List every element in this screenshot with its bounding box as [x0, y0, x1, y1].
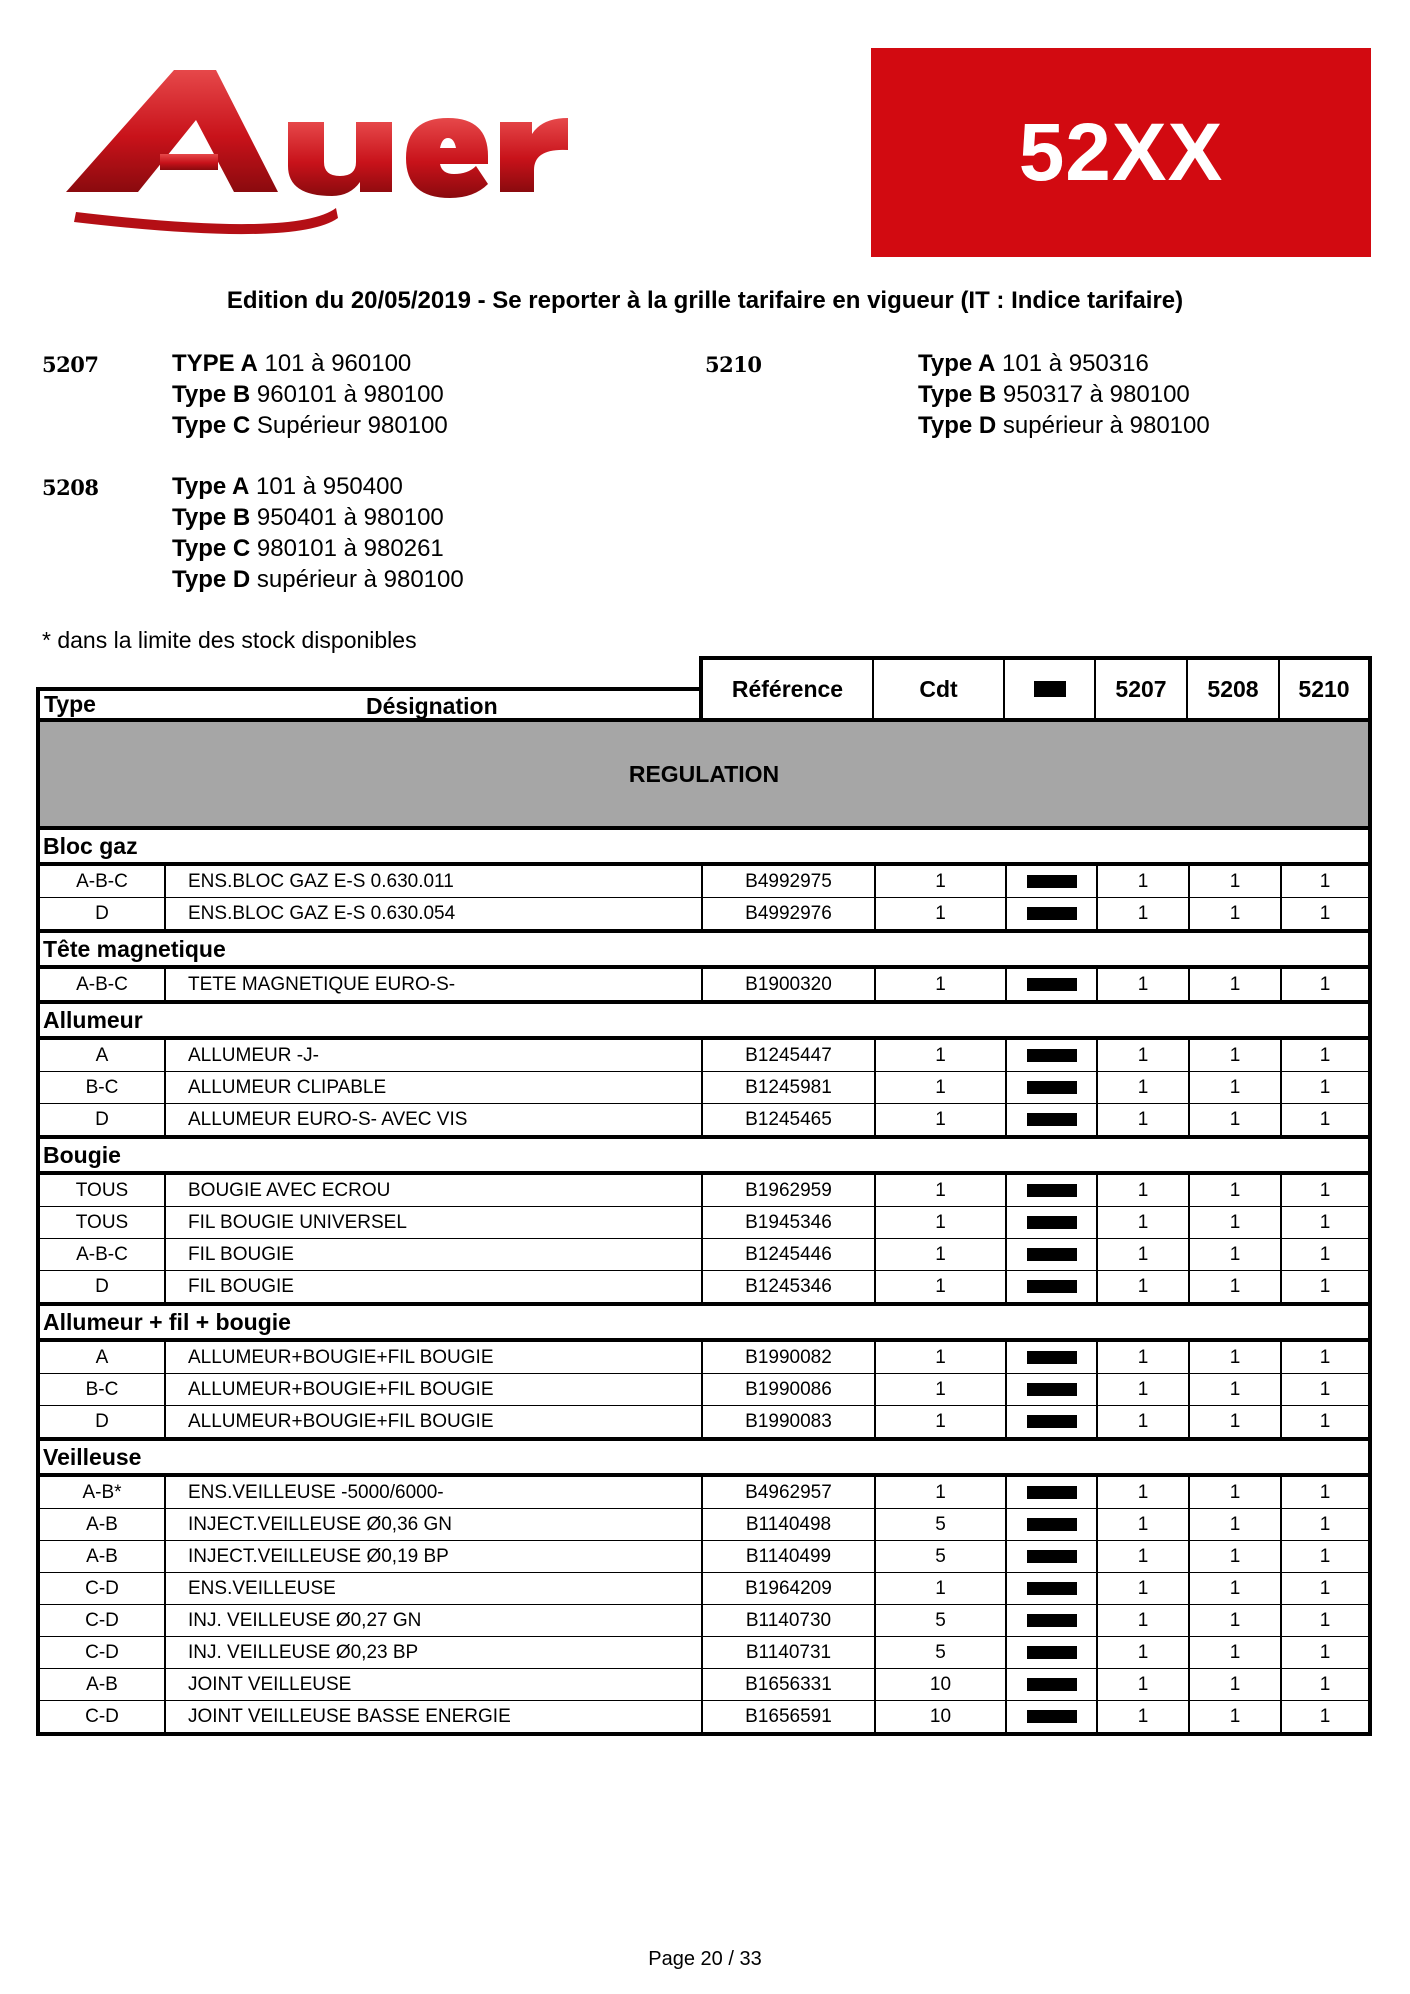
table-row	[40, 1207, 1368, 1239]
cell-model-5210: 1	[1319, 1108, 1331, 1130]
cell-model-5210: 1	[1319, 1609, 1331, 1631]
cell-model-5207: 1	[1098, 1374, 1190, 1405]
cell-cdt: 10	[876, 1669, 1007, 1700]
cell-cdt: 1	[876, 1477, 1007, 1508]
cell-price-indicator	[1007, 1701, 1098, 1732]
category-header: Allumeur	[40, 1004, 1368, 1040]
cell-model-5210: 1	[1319, 1705, 1331, 1727]
cell-type: D	[40, 1271, 166, 1302]
cell-model-5207: 1	[1098, 1509, 1190, 1540]
category-header: Tête magnetique	[40, 933, 1368, 969]
cell-model-5207: 1	[1098, 866, 1190, 897]
cell-reference: B1140499	[703, 1541, 876, 1572]
cell-type: A-B-C	[40, 866, 166, 897]
type-line: Type A 101 à 950400	[172, 473, 403, 500]
header-type: Type	[44, 691, 96, 717]
table-row	[40, 1175, 1368, 1207]
cell-model-5208: 1	[1190, 969, 1282, 1000]
header-model-5208: 5208	[1188, 660, 1280, 718]
cell-type: A-B	[40, 1541, 166, 1572]
edition-line: Edition du 20/05/2019 - Se reporter à la grille tarifaire en vigueur (IT : Indice tarifaire)	[226, 287, 1184, 314]
type-line: Type C Supérieur 980100	[172, 412, 448, 439]
header-model-5207: 5207	[1096, 660, 1188, 718]
cell-model-5210: 1	[1319, 902, 1331, 924]
model-banner	[871, 48, 1371, 257]
type-line: Type D supérieur à 980100	[918, 412, 1210, 439]
cell-type: D	[40, 898, 166, 929]
cell-type: B-C	[40, 1072, 166, 1103]
cell-type: A	[40, 1040, 166, 1071]
cell-cdt: 1	[876, 1104, 1007, 1135]
cell-model-5207: 1	[1098, 1239, 1190, 1270]
cell-model-5210: 1	[1319, 1410, 1331, 1432]
type-line: Type A 101 à 950316	[918, 350, 1149, 377]
cell-price-indicator	[1007, 1342, 1098, 1373]
table-header	[36, 656, 1372, 722]
cell-cdt: 1	[876, 969, 1007, 1000]
cell-designation: JOINT VEILLEUSE	[166, 1669, 703, 1700]
cell-model-5207: 1	[1098, 1207, 1190, 1238]
cell-price-indicator	[1007, 1175, 1098, 1206]
price-block-icon	[1027, 1216, 1077, 1229]
cell-price-indicator	[1007, 1669, 1098, 1700]
header-left	[36, 687, 703, 722]
price-block-icon	[1027, 1518, 1077, 1531]
header-cdt: Cdt	[874, 660, 1005, 718]
cell-cdt: 1	[876, 866, 1007, 897]
cell-type: C-D	[40, 1573, 166, 1604]
cell-model-5207: 1	[1098, 1669, 1190, 1700]
cell-model-5208: 1	[1190, 1637, 1282, 1668]
cell-model-5208: 1	[1190, 1175, 1282, 1206]
table-row	[40, 898, 1368, 933]
cell-model-5208: 1	[1190, 1342, 1282, 1373]
price-block-icon	[1027, 875, 1077, 888]
cell-cdt: 1	[876, 1072, 1007, 1103]
table-row	[40, 1342, 1368, 1374]
cell-designation: INJ. VEILLEUSE Ø0,23 BP	[166, 1637, 703, 1668]
price-block-icon	[1027, 1280, 1077, 1293]
cell-type: A-B*	[40, 1477, 166, 1508]
cell-reference: B1964209	[703, 1573, 876, 1604]
table-row	[40, 1637, 1368, 1669]
price-block-icon	[1027, 1710, 1077, 1723]
price-block-icon	[1027, 1049, 1077, 1062]
cell-model-5210: 1	[1319, 1673, 1331, 1695]
cell-cdt: 5	[876, 1637, 1007, 1668]
cell-price-indicator	[1007, 1541, 1098, 1572]
cell-designation: INJ. VEILLEUSE Ø0,27 GN	[166, 1605, 703, 1636]
table-row	[40, 1701, 1368, 1732]
cell-designation: ENS.BLOC GAZ E-S 0.630.054	[166, 898, 703, 929]
cell-cdt: 1	[876, 1175, 1007, 1206]
cell-reference: B1245446	[703, 1239, 876, 1270]
cell-reference: B1945346	[703, 1207, 876, 1238]
cell-cdt: 5	[876, 1541, 1007, 1572]
cell-designation: ALLUMEUR+BOUGIE+FIL BOUGIE	[166, 1406, 703, 1437]
cell-designation: TETE MAGNETIQUE EURO-S-	[166, 969, 703, 1000]
cell-model-5207: 1	[1098, 1701, 1190, 1732]
cell-model-5207: 1	[1098, 898, 1190, 929]
cell-reference: B1990083	[703, 1406, 876, 1437]
price-block-icon	[1027, 1415, 1077, 1428]
cell-type: C-D	[40, 1605, 166, 1636]
cell-cdt: 1	[876, 1406, 1007, 1437]
cell-model-5208: 1	[1190, 1207, 1282, 1238]
cell-type: C-D	[40, 1637, 166, 1668]
cell-price-indicator	[1007, 1573, 1098, 1604]
cell-designation: ALLUMEUR+BOUGIE+FIL BOUGIE	[166, 1342, 703, 1373]
cell-price-indicator	[1007, 1239, 1098, 1270]
category-header: Bougie	[40, 1139, 1368, 1175]
cell-model-5207: 1	[1098, 969, 1190, 1000]
cell-price-indicator	[1007, 1374, 1098, 1405]
table-row	[40, 1669, 1368, 1701]
cell-model-5210: 1	[1319, 1275, 1331, 1297]
cell-designation: ENS.BLOC GAZ E-S 0.630.011	[166, 866, 703, 897]
cell-reference: B4992975	[703, 866, 876, 897]
table-row	[40, 1271, 1368, 1306]
table-row	[40, 969, 1368, 1004]
cell-model-5210: 1	[1319, 1179, 1331, 1201]
cell-reference: B1245465	[703, 1104, 876, 1135]
cell-type: A-B	[40, 1509, 166, 1540]
model-types-5207	[172, 348, 448, 441]
table-row	[40, 1509, 1368, 1541]
cell-model-5207: 1	[1098, 1605, 1190, 1636]
cell-reference: B1140731	[703, 1637, 876, 1668]
type-line: Type B 960101 à 980100	[172, 381, 444, 408]
price-block-icon	[1027, 1486, 1077, 1499]
cell-model-5207: 1	[1098, 1072, 1190, 1103]
table-row	[40, 866, 1368, 898]
type-line: Type C 980101 à 980261	[172, 535, 444, 562]
cell-model-5207: 1	[1098, 1342, 1190, 1373]
cell-model-5210: 1	[1319, 1545, 1331, 1567]
cell-model-5208: 1	[1190, 1040, 1282, 1071]
cell-designation: INJECT.VEILLEUSE Ø0,36 GN	[166, 1509, 703, 1540]
model-label: 52XX	[1018, 106, 1224, 198]
cell-model-5208: 1	[1190, 1271, 1282, 1302]
price-block-icon	[1027, 1184, 1077, 1197]
table-row	[40, 1239, 1368, 1271]
cell-model-5207: 1	[1098, 1271, 1190, 1302]
cell-type: TOUS	[40, 1175, 166, 1206]
cell-model-5210: 1	[1319, 1243, 1331, 1265]
cell-model-5207: 1	[1098, 1637, 1190, 1668]
table-row	[40, 1104, 1368, 1139]
cell-cdt: 5	[876, 1605, 1007, 1636]
price-block-icon	[1027, 1351, 1077, 1364]
cell-cdt: 1	[876, 1573, 1007, 1604]
category-header: Bloc gaz	[40, 830, 1368, 866]
cell-type: TOUS	[40, 1207, 166, 1238]
cell-price-indicator	[1007, 898, 1098, 929]
price-block-icon	[1027, 1081, 1077, 1094]
cell-reference: B4992976	[703, 898, 876, 929]
cell-reference: B1245346	[703, 1271, 876, 1302]
cell-type: A-B-C	[40, 969, 166, 1000]
stock-note: * dans la limite des stock disponibles	[42, 627, 417, 653]
category-header: Allumeur + fil + bougie	[40, 1306, 1368, 1342]
cell-reference: B1245447	[703, 1040, 876, 1071]
cell-model-5208: 1	[1190, 866, 1282, 897]
price-block-icon	[1027, 1383, 1077, 1396]
type-line: Type B 950401 à 980100	[172, 504, 444, 531]
type-line: Type D supérieur à 980100	[172, 566, 464, 593]
cell-model-5207: 1	[1098, 1406, 1190, 1437]
table-row	[40, 1605, 1368, 1637]
cell-model-5208: 1	[1190, 1477, 1282, 1508]
cell-price-indicator	[1007, 1406, 1098, 1437]
model-code-5208: 5208	[42, 475, 99, 500]
cell-model-5207: 1	[1098, 1040, 1190, 1071]
cell-price-indicator	[1007, 1509, 1098, 1540]
cell-type: A-B	[40, 1669, 166, 1700]
cell-designation: ALLUMEUR CLIPABLE	[166, 1072, 703, 1103]
cell-model-5210: 1	[1319, 870, 1331, 892]
cell-designation: ALLUMEUR+BOUGIE+FIL BOUGIE	[166, 1374, 703, 1405]
cell-model-5210: 1	[1319, 1076, 1331, 1098]
price-block-icon	[1027, 1614, 1077, 1627]
cell-type: D	[40, 1104, 166, 1135]
table-row	[40, 1072, 1368, 1104]
cell-model-5208: 1	[1190, 898, 1282, 929]
table-row	[40, 1406, 1368, 1441]
auer-logo	[56, 62, 596, 242]
table-row	[40, 1374, 1368, 1406]
cell-price-indicator	[1007, 1477, 1098, 1508]
cell-reference: B1900320	[703, 969, 876, 1000]
cell-cdt: 1	[876, 1207, 1007, 1238]
price-block-icon	[1027, 1550, 1077, 1563]
cell-designation: ENS.VEILLEUSE -5000/6000-	[166, 1477, 703, 1508]
cell-model-5210: 1	[1319, 1211, 1331, 1233]
cell-designation: FIL BOUGIE	[166, 1239, 703, 1270]
cell-reference: B1990082	[703, 1342, 876, 1373]
cell-model-5210: 1	[1319, 1346, 1331, 1368]
cell-reference: B1140730	[703, 1605, 876, 1636]
cell-price-indicator	[1007, 1271, 1098, 1302]
cell-designation: FIL BOUGIE UNIVERSEL	[166, 1207, 703, 1238]
cell-cdt: 1	[876, 1342, 1007, 1373]
page-number: Page 20 / 33	[648, 1948, 762, 1970]
price-block-icon	[1034, 681, 1066, 697]
cell-price-indicator	[1007, 1637, 1098, 1668]
cell-price-indicator	[1007, 866, 1098, 897]
cell-model-5208: 1	[1190, 1573, 1282, 1604]
cell-model-5207: 1	[1098, 1175, 1190, 1206]
table-row	[40, 1541, 1368, 1573]
cell-type: D	[40, 1406, 166, 1437]
cell-model-5210: 1	[1319, 1378, 1331, 1400]
cell-model-5208: 1	[1190, 1701, 1282, 1732]
price-block-icon	[1027, 1582, 1077, 1595]
header-price-indicator	[1005, 660, 1096, 718]
cell-model-5210: 1	[1319, 1044, 1331, 1066]
price-block-icon	[1027, 1113, 1077, 1126]
table-row	[40, 1040, 1368, 1072]
cell-model-5210: 1	[1319, 1481, 1331, 1503]
cell-reference: B1140498	[703, 1509, 876, 1540]
header-model-5210: 5210	[1298, 675, 1350, 702]
cell-cdt: 1	[876, 1271, 1007, 1302]
cell-price-indicator	[1007, 1605, 1098, 1636]
cell-model-5207: 1	[1098, 1477, 1190, 1508]
cell-model-5208: 1	[1190, 1104, 1282, 1135]
cell-model-5207: 1	[1098, 1573, 1190, 1604]
cell-model-5208: 1	[1190, 1669, 1282, 1700]
cell-reference: B1990086	[703, 1374, 876, 1405]
table-body	[36, 722, 1372, 1736]
cell-cdt: 1	[876, 1040, 1007, 1071]
cell-cdt: 1	[876, 898, 1007, 929]
cell-model-5207: 1	[1098, 1541, 1190, 1572]
cell-reference: B1656591	[703, 1701, 876, 1732]
cell-designation: JOINT VEILLEUSE BASSE ENERGIE	[166, 1701, 703, 1732]
price-block-icon	[1027, 1678, 1077, 1691]
cell-model-5208: 1	[1190, 1374, 1282, 1405]
cell-reference: B1962959	[703, 1175, 876, 1206]
cell-designation: ENS.VEILLEUSE	[166, 1573, 703, 1604]
table-row	[40, 1573, 1368, 1605]
cell-type: C-D	[40, 1701, 166, 1732]
cell-model-5210: 1	[1319, 1641, 1331, 1663]
cell-model-5210: 1	[1319, 973, 1331, 995]
price-block-icon	[1027, 978, 1077, 991]
type-line: Type B 950317 à 980100	[918, 381, 1190, 408]
cell-reference: B4962957	[703, 1477, 876, 1508]
cell-cdt: 1	[876, 1239, 1007, 1270]
price-block-icon	[1027, 1248, 1077, 1261]
model-code-5207: 5207	[42, 352, 99, 377]
cell-model-5207: 1	[1098, 1104, 1190, 1135]
header-reference: Référence	[703, 660, 874, 718]
cell-model-5210: 1	[1319, 1513, 1331, 1535]
cell-price-indicator	[1007, 1207, 1098, 1238]
cell-reference: B1245981	[703, 1072, 876, 1103]
cell-designation: BOUGIE AVEC ECROU	[166, 1175, 703, 1206]
model-types-5210	[918, 348, 1210, 441]
cell-designation: ALLUMEUR EURO-S- AVEC VIS	[166, 1104, 703, 1135]
cell-designation: ALLUMEUR -J-	[166, 1040, 703, 1071]
cell-type: A	[40, 1342, 166, 1373]
price-block-icon	[1027, 907, 1077, 920]
header-right	[699, 656, 1372, 722]
header-designation: Désignation	[366, 693, 498, 719]
cell-model-5208: 1	[1190, 1605, 1282, 1636]
cell-cdt: 5	[876, 1509, 1007, 1540]
cell-type: B-C	[40, 1374, 166, 1405]
cell-model-5208: 1	[1190, 1509, 1282, 1540]
cell-price-indicator	[1007, 969, 1098, 1000]
cell-price-indicator	[1007, 1104, 1098, 1135]
model-code-5210: 5210	[705, 352, 762, 377]
section-title: REGULATION	[40, 722, 1368, 830]
cell-cdt: 1	[876, 1374, 1007, 1405]
cell-model-5210: 1	[1319, 1577, 1331, 1599]
cell-designation: INJECT.VEILLEUSE Ø0,19 BP	[166, 1541, 703, 1572]
model-types-5208	[172, 471, 464, 595]
cell-model-5208: 1	[1190, 1072, 1282, 1103]
cell-price-indicator	[1007, 1072, 1098, 1103]
category-header: Veilleuse	[40, 1441, 1368, 1477]
cell-reference: B1656331	[703, 1669, 876, 1700]
cell-model-5208: 1	[1190, 1239, 1282, 1270]
table-row	[40, 1477, 1368, 1509]
cell-model-5208: 1	[1190, 1541, 1282, 1572]
parts-table	[36, 656, 1372, 1736]
cell-cdt: 10	[876, 1701, 1007, 1732]
price-block-icon	[1027, 1646, 1077, 1659]
type-line: TYPE A 101 à 960100	[172, 350, 412, 377]
cell-designation: FIL BOUGIE	[166, 1271, 703, 1302]
cell-model-5208: 1	[1190, 1406, 1282, 1437]
cell-type: A-B-C	[40, 1239, 166, 1270]
cell-price-indicator	[1007, 1040, 1098, 1071]
